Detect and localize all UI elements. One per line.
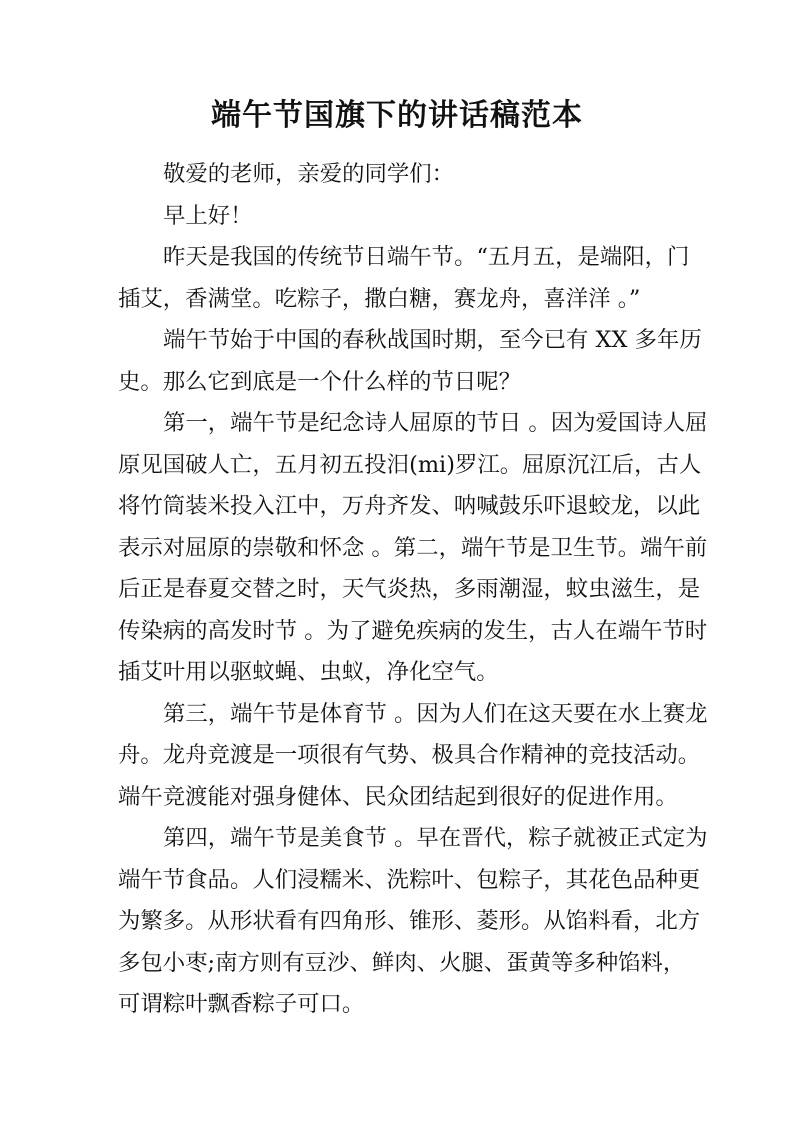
paragraph-line: 端午节始于中国的春秋战国时期，至今已有 XX 多年历 [163, 327, 702, 353]
paragraph-line: 多包小枣;南方则有豆沙、鲜肉、火腿、蛋黄等多种馅料， [118, 949, 686, 976]
paragraph-line: 为繁多。从形状看有四角形、锥形、菱形。从馅料看，北方 [118, 908, 701, 934]
paragraph-line: 传染病的高发时节 。为了避免疾病的发生，古人在端午节时 [118, 617, 708, 644]
paragraph-line: 表示对屈原的崇敬和怀念 。第二，端午节是卫生节。端午前 [118, 534, 708, 561]
paragraph-line: 后正是春夏交替之时，天气炎热，多雨潮湿，蚊虫滋生，是 [118, 576, 701, 602]
paragraph-line: 插艾叶用以驱蚊蝇、虫蚁，净化空气。 [118, 659, 499, 685]
greeting-line: 早上好！ [163, 202, 253, 229]
document-title: 端午节国旗下的讲话稿范本 [211, 98, 583, 133]
paragraph-line: 第三，端午节是体育节 。因为人们在这天要在水上赛龙 [163, 700, 708, 727]
document-body [118, 154, 708, 1026]
paragraph-line: 原见国破人亡，五月初五投汨(mi)罗江。屈原沉江后，古人 [118, 451, 702, 478]
paragraph-line: 端午竞渡能对强身健体、民众团结起到很好的促进作用。 [118, 783, 678, 810]
paragraph-line: 史。那么它到底是一个什么样的节日呢？ [118, 368, 522, 395]
paragraph-line: 第一，端午节是纪念诗人屈原的节日 。因为爱国诗人屈 [163, 410, 708, 436]
paragraph-line: 昨天是我国的传统节日端午节。“五月五，是端阳，门 [163, 244, 690, 270]
paragraph-line: 插艾，香满堂。吃粽子，撒白糖，赛龙舟，喜洋洋 。” [118, 285, 641, 312]
salutation-line: 敬爱的老师，亲爱的同学们： [163, 161, 455, 187]
paragraph-line: 可谓粽叶飘香粽子可口。 [118, 991, 365, 1017]
paragraph-line: 舟。龙舟竞渡是一项很有气势、极具合作精神的竞技活动。 [118, 742, 701, 768]
paragraph-line: 第四，端午节是美食节 。早在晋代，粽子就被正式定为 [163, 825, 708, 851]
paragraph-line: 将竹筒装米投入江中，万舟齐发、呐喊鼓乐吓退蛟龙，以此 [118, 493, 701, 519]
paragraph-line: 端午节食品。人们浸糯米、洗粽叶、包粽子，其花色品种更 [118, 866, 701, 893]
